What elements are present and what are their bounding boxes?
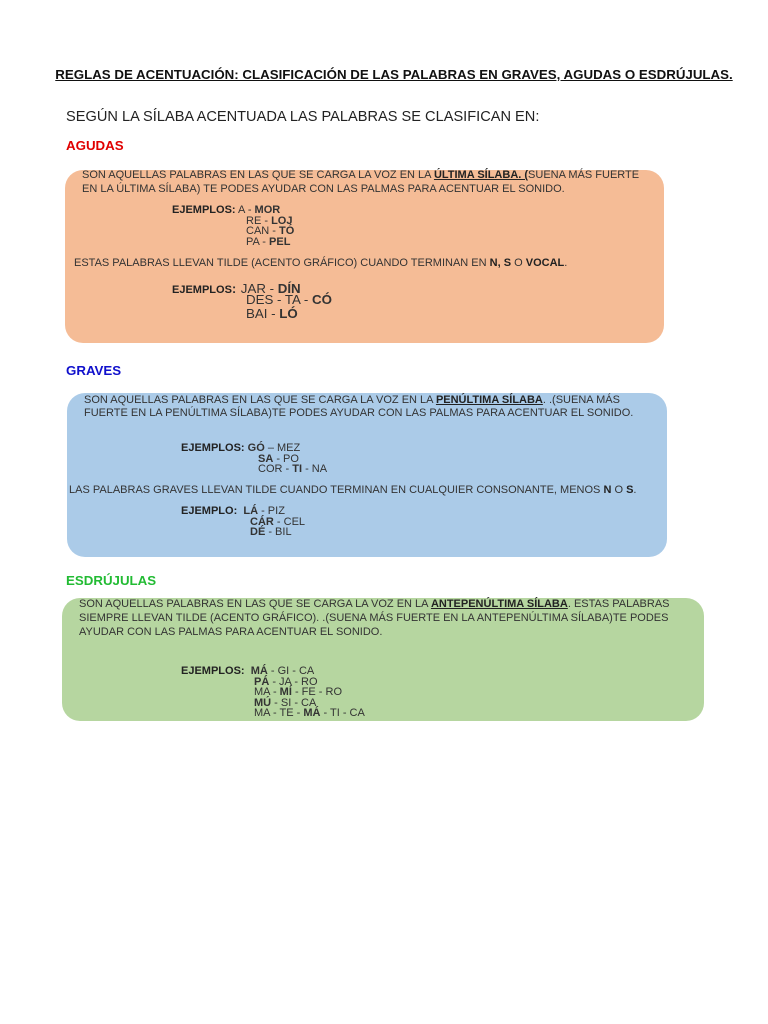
graves-examples2: EJEMPLO: LÁ - PIZ <box>181 505 285 517</box>
graves-example2-2: CÁR - CEL <box>250 515 306 528</box>
agudas-examples2: EJEMPLOS: JAR - DÍN <box>172 281 301 296</box>
esdrujulas-heading: ESDRÚJULAS <box>66 573 157 588</box>
agudas-example2-2: DES - TA - CÓ <box>246 292 332 307</box>
graves-example-2: SA - PO <box>258 452 299 465</box>
agudas-definition-line1: SON AQUELLAS PALABRAS EN LAS QUE SE CARGA LA VOZ EN LA ÚLTIMA SÍLABA. (SUENA MÁS FUERTE <box>82 169 640 181</box>
esdrujulas-examples: EJEMPLOS: MÁ - GI - CA <box>181 665 315 677</box>
agudas-rule: ESTAS PALABRAS LLEVAN TILDE (ACENTO GRÁFICO) CUANDO TERMINAN EN N, S O VOCAL. <box>74 257 568 269</box>
agudas-examples-label: EJEMPLOS: <box>172 204 236 216</box>
agudas-definition-line2: EN LA ÚLTIMA SÍLABA) TE PODES AYUDAR CON LAS PALMAS PARA ACENTUAR EL SONIDO. <box>82 183 565 195</box>
esdrujulas-definition-line3: AYUDAR CON LAS PALMAS PARA ACENTUAR EL SONIDO. <box>79 626 383 638</box>
agudas-example2-1: JAR - DÍN <box>240 281 301 296</box>
graves-definition-line1: SON AQUELLAS PALABRAS EN LAS QUE SE CARGA LA VOZ EN LA PENÚLTIMA SÍLABA. .(SUENA MÁS <box>84 394 620 406</box>
esdrujulas-example-3: MA - MÍ - FE - RO <box>254 686 343 698</box>
agudas-heading: AGUDAS <box>66 138 124 153</box>
agudas-example-3: CAN - TÓ <box>246 225 295 237</box>
agudas-example2-3: BAI - LÓ <box>246 306 298 321</box>
graves-definition-line2: FUERTE EN LA PENÚLTIMA SÍLABA)TE PODES AYUDAR CON LAS PALMAS PARA ACENTUAR EL SONIDO. <box>84 407 634 419</box>
document-title: REGLAS DE ACENTUACIÓN: CLASIFICACIÓN DE LAS PALABRAS EN GRAVES, AGUDAS O ESDRÚJULAS. <box>55 67 733 82</box>
graves-example2-3: DÉ - BIL <box>250 526 292 538</box>
esdrujulas-example-5: MA - TE - MÁ - TI - CA <box>254 707 365 719</box>
esdrujulas-definition-line2: SIEMPRE LLEVAN TILDE (ACENTO GRÁFICO). .(SUENA MÁS FUERTE EN LA ANTEPENÚLTIMA SÍLABA)TE PODES <box>79 612 669 624</box>
esdrujulas-example-4: MÚ - SI - CA <box>254 696 317 709</box>
agudas-example-2: RE - LOJ <box>246 214 293 227</box>
subtitle: SEGÚN LA SÍLABA ACENTUADA LAS PALABRAS SE CLASIFICAN EN: <box>66 109 540 125</box>
graves-examples: EJEMPLOS: GÓ – MEZ <box>181 442 301 454</box>
esdrujulas-example-2: PÁ - JA - RO <box>254 675 318 688</box>
esdrujulas-definition-line1: SON AQUELLAS PALABRAS EN LAS QUE SE CARGA LA VOZ EN LA ANTEPENÚLTIMA SÍLABA. ESTAS PALABRAS <box>79 598 670 610</box>
graves-rule: LAS PALABRAS GRAVES LLEVAN TILDE CUANDO TERMINAN EN CUALQUIER CONSONANTE, MENOS N O S. <box>69 484 637 496</box>
agudas-example-4: PA - PEL <box>246 235 291 248</box>
graves-heading: GRAVES <box>66 363 122 378</box>
agudas-examples: EJEMPLOS: A - MOR <box>172 204 281 216</box>
graves-example-3: COR - TI - NA <box>258 463 328 475</box>
